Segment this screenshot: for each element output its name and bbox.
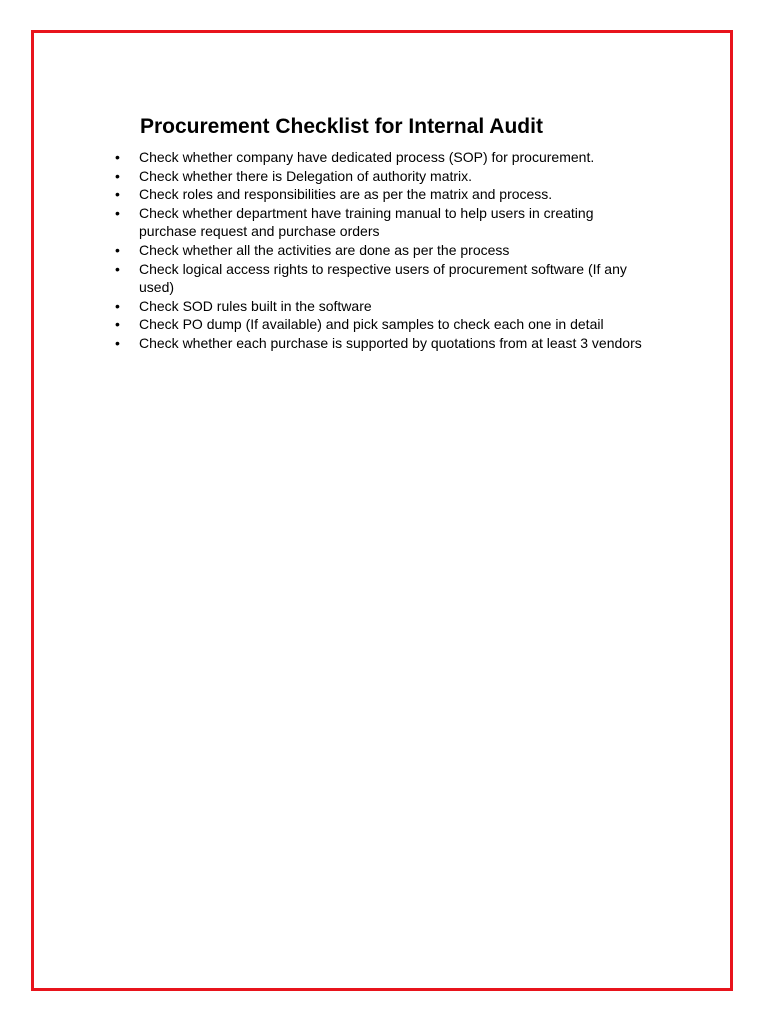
bullet-icon: •	[115, 260, 120, 277]
checklist-item	[108, 260, 648, 297]
checklist-item-text: Check logical access rights to respective users of procurement software (If any used)	[139, 260, 627, 296]
bullet-icon: •	[115, 149, 120, 165]
checklist-item	[108, 241, 648, 260]
checklist-item	[108, 167, 648, 186]
checklist-item	[108, 315, 648, 334]
checklist	[108, 148, 648, 353]
checklist-item	[108, 148, 648, 167]
checklist-item	[108, 185, 648, 204]
checklist-item-text: Check whether department have training manual to help users in creating purchase request and purchase orders	[139, 204, 594, 240]
document-title: Procurement Checklist for Internal Audit	[140, 115, 543, 138]
checklist-item	[108, 204, 648, 241]
checklist-item	[108, 297, 648, 316]
checklist-item	[108, 334, 648, 353]
bullet-icon: •	[115, 316, 120, 333]
checklist-item-text: Check PO dump (If available) and pick samples to check each one in detail	[139, 316, 604, 333]
checklist-item-text: Check whether each purchase is supported by quotations from at least 3 vendors	[139, 334, 642, 351]
bullet-icon: •	[115, 186, 120, 203]
checklist-item-text: Check roles and responsibilities are as per the matrix and process.	[139, 186, 553, 203]
checklist-item-text: Check SOD rules built in the software	[139, 297, 372, 314]
checklist-item-text: Check whether all the activities are done as per the process	[139, 241, 510, 258]
bullet-icon: •	[115, 167, 120, 184]
checklist-item-text: Check whether there is Delegation of authority matrix.	[139, 167, 473, 184]
bullet-icon: •	[115, 297, 120, 314]
bullet-icon: •	[115, 241, 120, 258]
bullet-icon: •	[115, 204, 120, 221]
checklist-item-text: Check whether company have dedicated process (SOP) for procurement.	[139, 149, 595, 165]
bullet-icon: •	[115, 334, 120, 351]
